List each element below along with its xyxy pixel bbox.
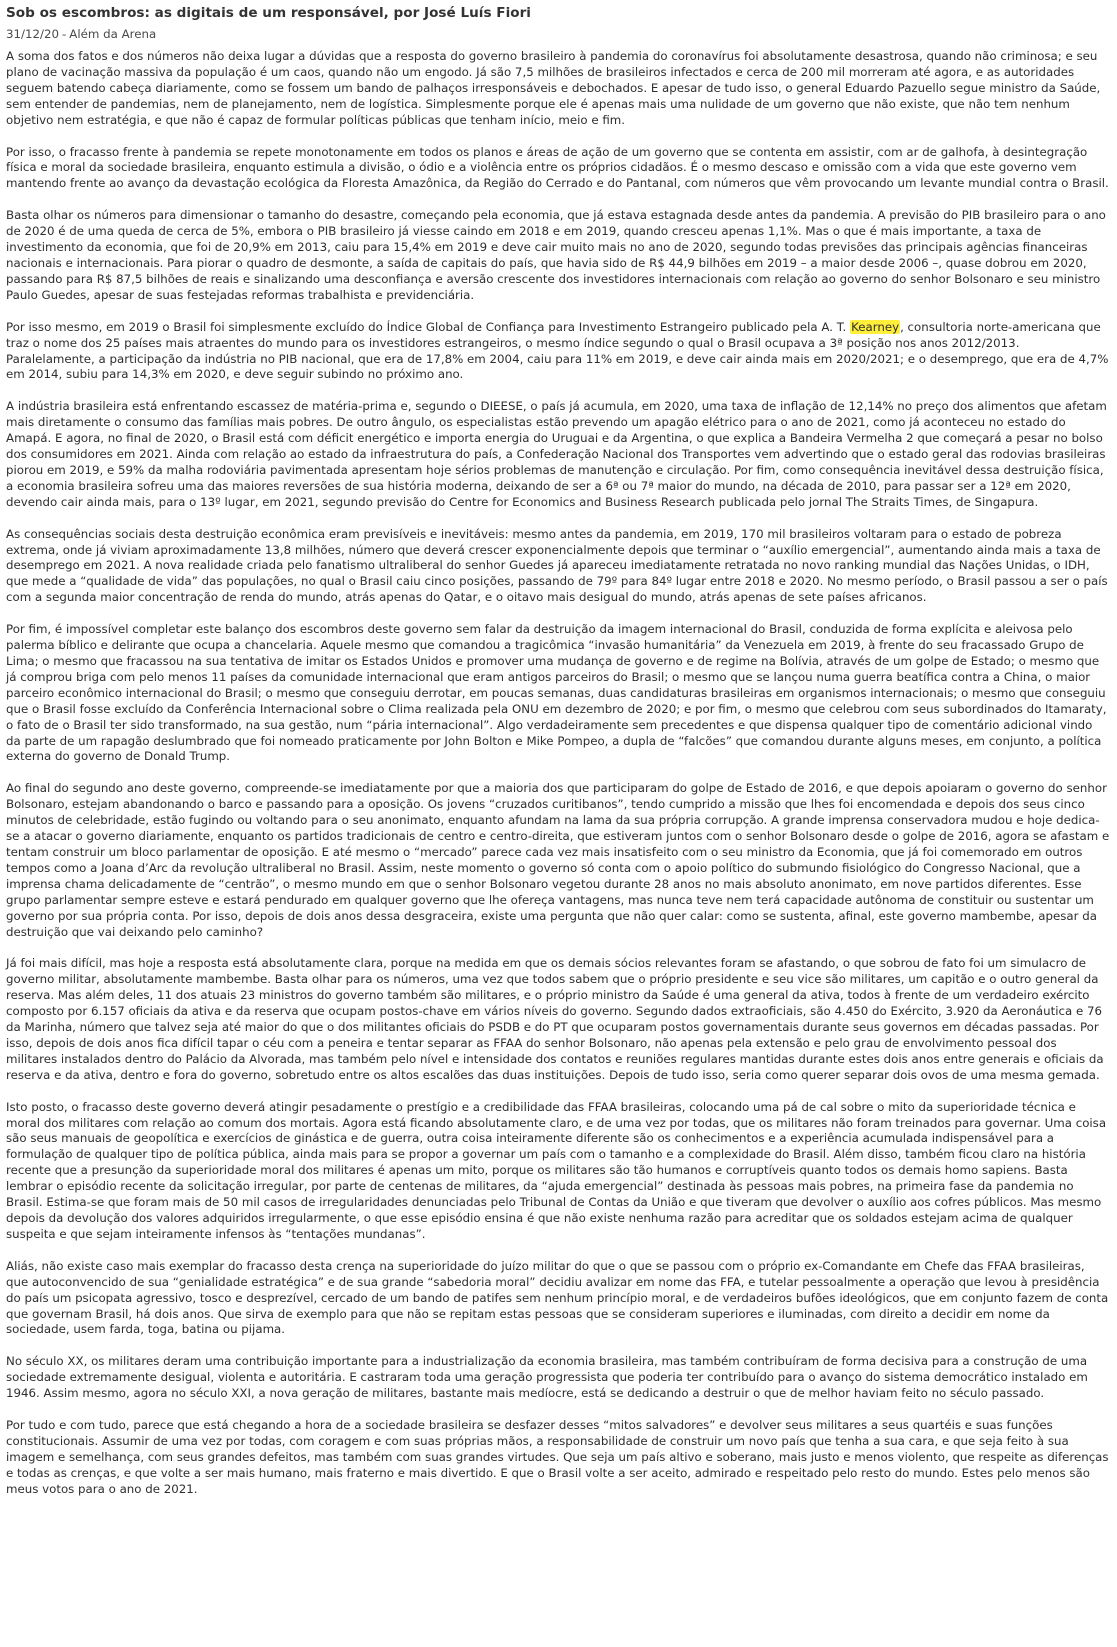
meta-separator: - [61, 27, 67, 41]
article-title: Sob os escombros: as digitais de um responsável, por José Luís Fiori [6, 5, 531, 21]
article-body [6, 49, 1110, 1498]
paragraph-10: Isto posto, o fracasso deste governo deverá atingir pesadamente o prestígio e a credibilidade das FFAA brasileiras, colocando uma pá de cal sobre o mito da superioridade técnica e moral dos militares com relação ao comum dos mortais. Agora está ficando absolutamente claro, e de uma vez por todas, que os militares não foram treinados para governar. Uma coisa são seus manuais de geopolítica e exercícios de ginástica e de guerra, outra coisa inteiramente diferente são os conhecimentos e a experiência acumulada indispensável para a formulação de qualquer tipo de política pública, ainda mais para se propor a governar um país com o tamanho e a complexidade do Brasil. Além disso, também ficou claro na história recente que a presunção da superioridade moral dos militares é apenas um mito, porque os militares são tão humanos e corruptíveis quanto todos os demais homo sapiens. Basta lembrar o episódio recente da solicitação irregular, por parte de centenas de militares, da “ajuda emergencial” destinada às pessoas mais pobres, na primeira fase da pandemia no Brasil. Estima-se que foram mais de 50 mil casos de irregularidades denunciadas pelo Tribunal de Contas da União e que tiveram que devolver o auxílio aos cofres públicos. Mas mesmo depois da devolução dos valores adquiridos irregularmente, o que esse episódio ensina é que não existe nenhuma razão para acreditar que os soldados estejam acima de qualquer suspeita e que sejam inteiramente infensos às “tentações mundanas”. [6, 1099, 1107, 1241]
paragraph-9: Já foi mais difícil, mas hoje a resposta está absolutamente clara, porque na medida em que os demais sócios relevantes foram se afastando, o que sobrou de fato foi um simulacro de governo militar, absolutamente mambembe. Basta olhar para os números, uma vez que todos sabem que o próprio presidente e seu vice são militares, um capitão e o outro general da reserva. Mas além deles, 11 dos atuais 23 ministros do governo também são militares, e o próprio ministro da Saúde é uma general da ativa, todos à frente de um verdadeiro exército composto por 6.157 oficiais da ativa e da reserva que ocupam postos-chave em vários níveis do governo. Segundo dados extraoficiais, são 4.450 do Exército, 3.920 da Aeronáutica e 76 da Marinha, número que talvez seja até maior do que o dos militantes oficiais do PSDB e do PT que ocuparam postos governamentais durante seus governos em décadas passadas. Por isso, depois de dois anos fica difícil tapar o céu com a peneira e tentar separar as FFAA do senhor Bolsonaro, não apenas pela extensão e pelo grau de envolvimento pessoal dos militares instalados dentro do Palácio da Alvorada, mas também pelo nível e intensidade dos contatos e reuniões regulares mantidas durante estes dois anos entre generais e oficiais da reserva e da ativa, dentro e fora do governo, sobretudo entre os altos escalões das duas instituições. Depois de tudo isso, seria como querer separar dois ovos de uma mesma gemada. [6, 956, 1104, 1082]
paragraph-1: A soma dos fatos e dos números não deixa lugar a dúvidas que a resposta do governo brasileiro à pandemia do coronavírus foi absolutamente desastrosa, quando não criminosa; e seu plano de vacinação massiva da população é um caos, quando não um engodo. Já são 7,5 milhões de brasileiros infectados e cerca de 200 mil morreram até agora, e as autoridades seguem batendo cabeça diariamente, como se fossem um bando de palhaços irresponsáveis e debochados. E apesar de tudo isso, o general Eduardo Pazuello segue ministro da Saúde, sem entender de pandemias, nem de planejamento, nem de logística. Simplesmente porque ele é apenas mais uma nulidade de um governo que não existe, que não tem nenhum objetivo nem estratégia, e que não é capaz de formular políticas públicas que tenham início, meio e fim. [6, 49, 1101, 127]
paragraph-4-text-after: , consultoria norte-americana que traz o nome dos 25 países mais atraentes do mundo para os investidores estrangeiros, o mesmo índice segundo o qual o Brasil ocupava a 3ª posição nos anos 2012/2013. Paralelamente, a participação da indústria no PIB nacional, que era de 17,8% em 2004, caiu para 11% em 2019, e deve cair ainda mais em 2020/2021; e o desemprego, que era de 4,7% em 2014, subiu para 14,3% em 2020, e deve seguir subindo no próximo ano. [6, 319, 1109, 382]
paragraph-2: Por isso, o fracasso frente à pandemia se repete monotonamente em todos os planos e áreas de ação de um governo que se contenta em assistir, com ar de galhofa, à desintegração física e moral da sociedade brasileira, enquanto estimula a divisão, o ódio e a violência entre os próprios cidadãos. É o mesmo descaso e omissão com a vida que este governo vem mantendo frente ao avanço da devastação ecológica da Floresta Amazônica, da Região do Cerrado e do Pantanal, com números que vêm provocando um levante mundial contra o Brasil. [6, 144, 1109, 191]
paragraph-4 [6, 320, 1110, 384]
paragraph-3: Basta olhar os números para dimensionar o tamanho do desastre, começando pela economia, que já estava estagnada desde antes da pandemia. A previsão do PIB brasileiro para o ano de 2020 é de uma queda de cerca de 5%, embora o PIB brasileiro já viesse caindo em 2018 e em 2019, quando cresceu apenas 1,1%. Mas o que é mais importante, a taxa de investimento da economia, que foi de 20,9% em 2013, caiu para 15,4% em 2019 e deve cair muito mais no ano de 2020, segundo todas previsões das principais agências financeiras nacionais e internacionais. Para piorar o quadro de desmonte, a saída de capitais do país, que havia sido de R$ 44,9 bilhões em 2019 – a maior desde 2006 –, quase dobrou em 2020, passando para R$ 87,5 bilhões de reais e sinalizando uma desconfiança e aversão crescente dos investidores internacionais com relação ao governo do senhor Bolsonaro e seu ministro Paulo Guedes, apesar de suas festejadas reformas trabalhista e previdenciária. [6, 208, 1106, 302]
article-meta [6, 26, 1110, 42]
paragraph-7: Por fim, é impossível completar este balanço dos escombros deste governo sem falar da destruição da imagem internacional do Brasil, conduzida de forma explícita e aleivosa pelo palerma bíblico e delirante que ocupa a chancelaria. Aquele mesmo que comandou a tragicômica “invasão humanitária” da Venezuela em 2019, à frente do seu fracassado Grupo de Lima; o mesmo que fracassou na sua tentativa de imitar os Estados Unidos e promover uma mudança de governo e de regime na Bolívia, através de um golpe de Estado; o mesmo que já comprou briga com pelo menos 11 países da comunidade internacional que eram antigos parceiros do Brasil; o mesmo que se lançou numa guerra beatífica contra a China, o maior parceiro econômico internacional do Brasil; o mesmo que conseguiu derrotar, em poucas semanas, duas candidaturas brasileiras em organismos internacionais; o mesmo que conseguiu que o Brasil fosse excluído da Conferência Internacional sobre o Clima realizada pela ONU em dezembro de 2020; e por fim, o mesmo que celebrou com seus subordinados do Itamaraty, o fato de o Brasil ter sido transformado, na sua gestão, num “pária internacional”. Algo verdadeiramente sem precedentes e que dispensa qualquer tipo de comentário adicional vindo da parte de um rapagão deslumbrado que foi nomeado praticamente por John Bolton e Mike Pompeo, a dupla de “falcões” que comandou durante alguns meses, em conjunto, a política externa do governo de Donald Trump. [6, 622, 1107, 764]
article-category: Além da Arena [69, 27, 157, 41]
paragraph-8: Ao final do segundo ano deste governo, compreende-se imediatamente por que a maioria dos que participaram do golpe de Estado de 2016, e que depois apoiaram o governo do senhor Bolsonaro, estejam abandonando o barco e passando para a oposição. Os jovens “cruzados curitibanos”, tendo cumprido a missão que lhes foi encomendada e depois dos seus cinco minutos de celebridade, estão fugindo ou voltando para o seu anonimato, enquanto afundam na lama da sua própria corrupção. A grande imprensa conservadora mudou e hoje dedica-se a atacar o governo diariamente, enquanto os partidos tradicionais de centro e centro-direita, que estiveram juntos com o senhor Bolsonaro desde o golpe de 2016, agora se afastam e tentam construir um bloco parlamentar de oposição. E até mesmo o “mercado” parece cada vez mais insatisfeito com o seu ministro da Economia, que já foi comemorado em outros tempos como a Joana d’Arc da revolução ultraliberal no Brasil. Assim, neste momento o governo só conta com o apoio político do submundo fisiológico do Congresso Nacional, que a imprensa chama delicadamente de “centrão”, o mesmo mundo em que o senhor Bolsonaro vegetou durante 28 anos no mais absoluto anonimato, em nove partidos diferentes. Esse grupo parlamentar sempre esteve e estará pendurado em qualquer governo que lhe ofereça vantagens, mas nunca teve nem terá capacidade autônoma de constituir ou sustentar um governo por sua própria conta. Por isso, depois de dois anos dessa desgraceira, existe uma pergunta que não quer calar: como se sustenta, afinal, este governo mambembe, apesar da destruição que vai deixando pelo caminho? [6, 781, 1110, 939]
article-date: 31/12/20 [6, 27, 59, 41]
paragraph-5: A indústria brasileira está enfrentando escassez de matéria-prima e, segundo o DIEESE, o país já acumula, em 2020, uma taxa de inflação de 12,14% no preço dos alimentos que afetam mais diretamente o consumo das famílias mais pobres. De outro ângulo, os especialistas estão prevendo um apagão elétrico para o ano de 2021, como já aconteceu no estado do Amapá. E agora, no final de 2020, o Brasil está com déficit energético e importa energia do Uruguai e da Argentina, o que explica a Bandeira Vermelha 2 que começará a pesar no bolso dos consumidores em 2021. Ainda com relação ao estado da infraestrutura do país, a Confederação Nacional dos Transportes vem advertindo que o estado geral das rodovias brasileiras piorou em 2019, e 59% da malha rodoviária pavimentada apresentam hoje sérios problemas de manutenção e circulação. Por fim, como consequência inevitável dessa destruição física, a economia brasileira sofreu uma das maiores reversões de sua história moderna, deixando de ser a 6ª ou 7ª maior do mundo, na década de 2010, para passar ser a 12ª em 2020, devendo cair ainda mais, para o 13º lugar, em 2021, segundo previsão do Centre for Economics and Business Research publicada pelo jornal The Straits Times, de Singapura. [6, 399, 1107, 509]
highlighted-word: Kearney [851, 319, 900, 334]
paragraph-11: Aliás, não existe caso mais exemplar do fracasso desta crença na superioridade do juízo militar do que o que se passou com o próprio ex-Comandante em Chefe das FFAA brasileiras, que autoconvencido de sua “genialidade estratégica” e de sua grande “sabedoria moral” decidiu avalizar em nome das FFA, e tutelar pessoalmente a operação que levou à presidência do país um psicopata agressivo, tosco e desprezível, cercado de um bando de patifes sem nenhum princípio moral, e de verdadeiros bufões ideológicos, que em conjunto fazem de conta que governam Brasil, há dois anos. Que sirva de exemplo para que não se repitam estas pessoas que se consideram superiores e iluminadas, com direito a decidir em nome da sociedade, usem farda, toga, batina ou pijama. [6, 1258, 1109, 1337]
paragraph-6: As consequências sociais desta destruição econômica eram previsíveis e inevitáveis: mesmo antes da pandemia, em 2019, 170 mil brasileiros voltaram para o estado de pobreza extrema, onde já viviam aproximadamente 13,8 milhões, número que deverá crescer exponencialmente depois que terminar o “auxílio emergencial”, aumentando ainda mais a taxa de desemprego em 2021. A nova realidade criada pelo fanatismo ultraliberal do senhor Guedes já apareceu imediatamente retratada no novo ranking mundial das Nações Unidas, o IDH, que mede a “qualidade de vida” das populações, no qual o Brasil caiu cinco posições, passando de 79º para 84º lugar entre 2018 e 2020. No mesmo período, o Brasil passou a ser o país com a segunda maior concentração de renda do mundo, atrás apenas do Qatar, e o oitavo mais desigual do mundo, atrás apenas de sete países africanos. [6, 526, 1108, 605]
paragraph-12: No século XX, os militares deram uma contribuição importante para a industrialização da economia brasileira, mas também contribuíram de forma decisiva para a construção de uma sociedade extremamente desigual, violenta e autoritária. E castraram toda uma geração progressista que poderia ter contribuído para o avanço do sistema democrático instalado em 1946. Assim mesmo, agora no século XXI, a nova geração de militares, bastante mais medíocre, está se dedicando a destruir o que de melhor haviam feito no século passado. [6, 1354, 1088, 1401]
paragraph-4-text-before: Por isso mesmo, em 2019 o Brasil foi simplesmente excluído do Índice Global de Confiança para Investimento Estrangeiro publicado pela A. T. [6, 319, 851, 334]
article [6, 4, 1110, 1514]
paragraph-13: Por tudo e com tudo, parece que está chegando a hora de a sociedade brasileira se desfazer desses “mitos salvadores” e devolver seus militares a seus quartéis e suas funções constitucionais. Assumir de uma vez por todas, com coragem e com suas próprias mãos, a responsabilidade de construir um novo país que tenha a sua cara, e que seja feito à sua imagem e semelhança, com seus grandes defeitos, mas também com suas grandes virtudes. Que seja um país altivo e soberano, mais justo e menos violento, que respeite as diferenças e todas as crenças, e que volte a ser mais humano, mais fraterno e mais divertido. E que o Brasil volte a ser aceito, admirado e respeitado pelo resto do mundo. Estes pelo menos são meus votos para o ano de 2021. [6, 1418, 1109, 1496]
